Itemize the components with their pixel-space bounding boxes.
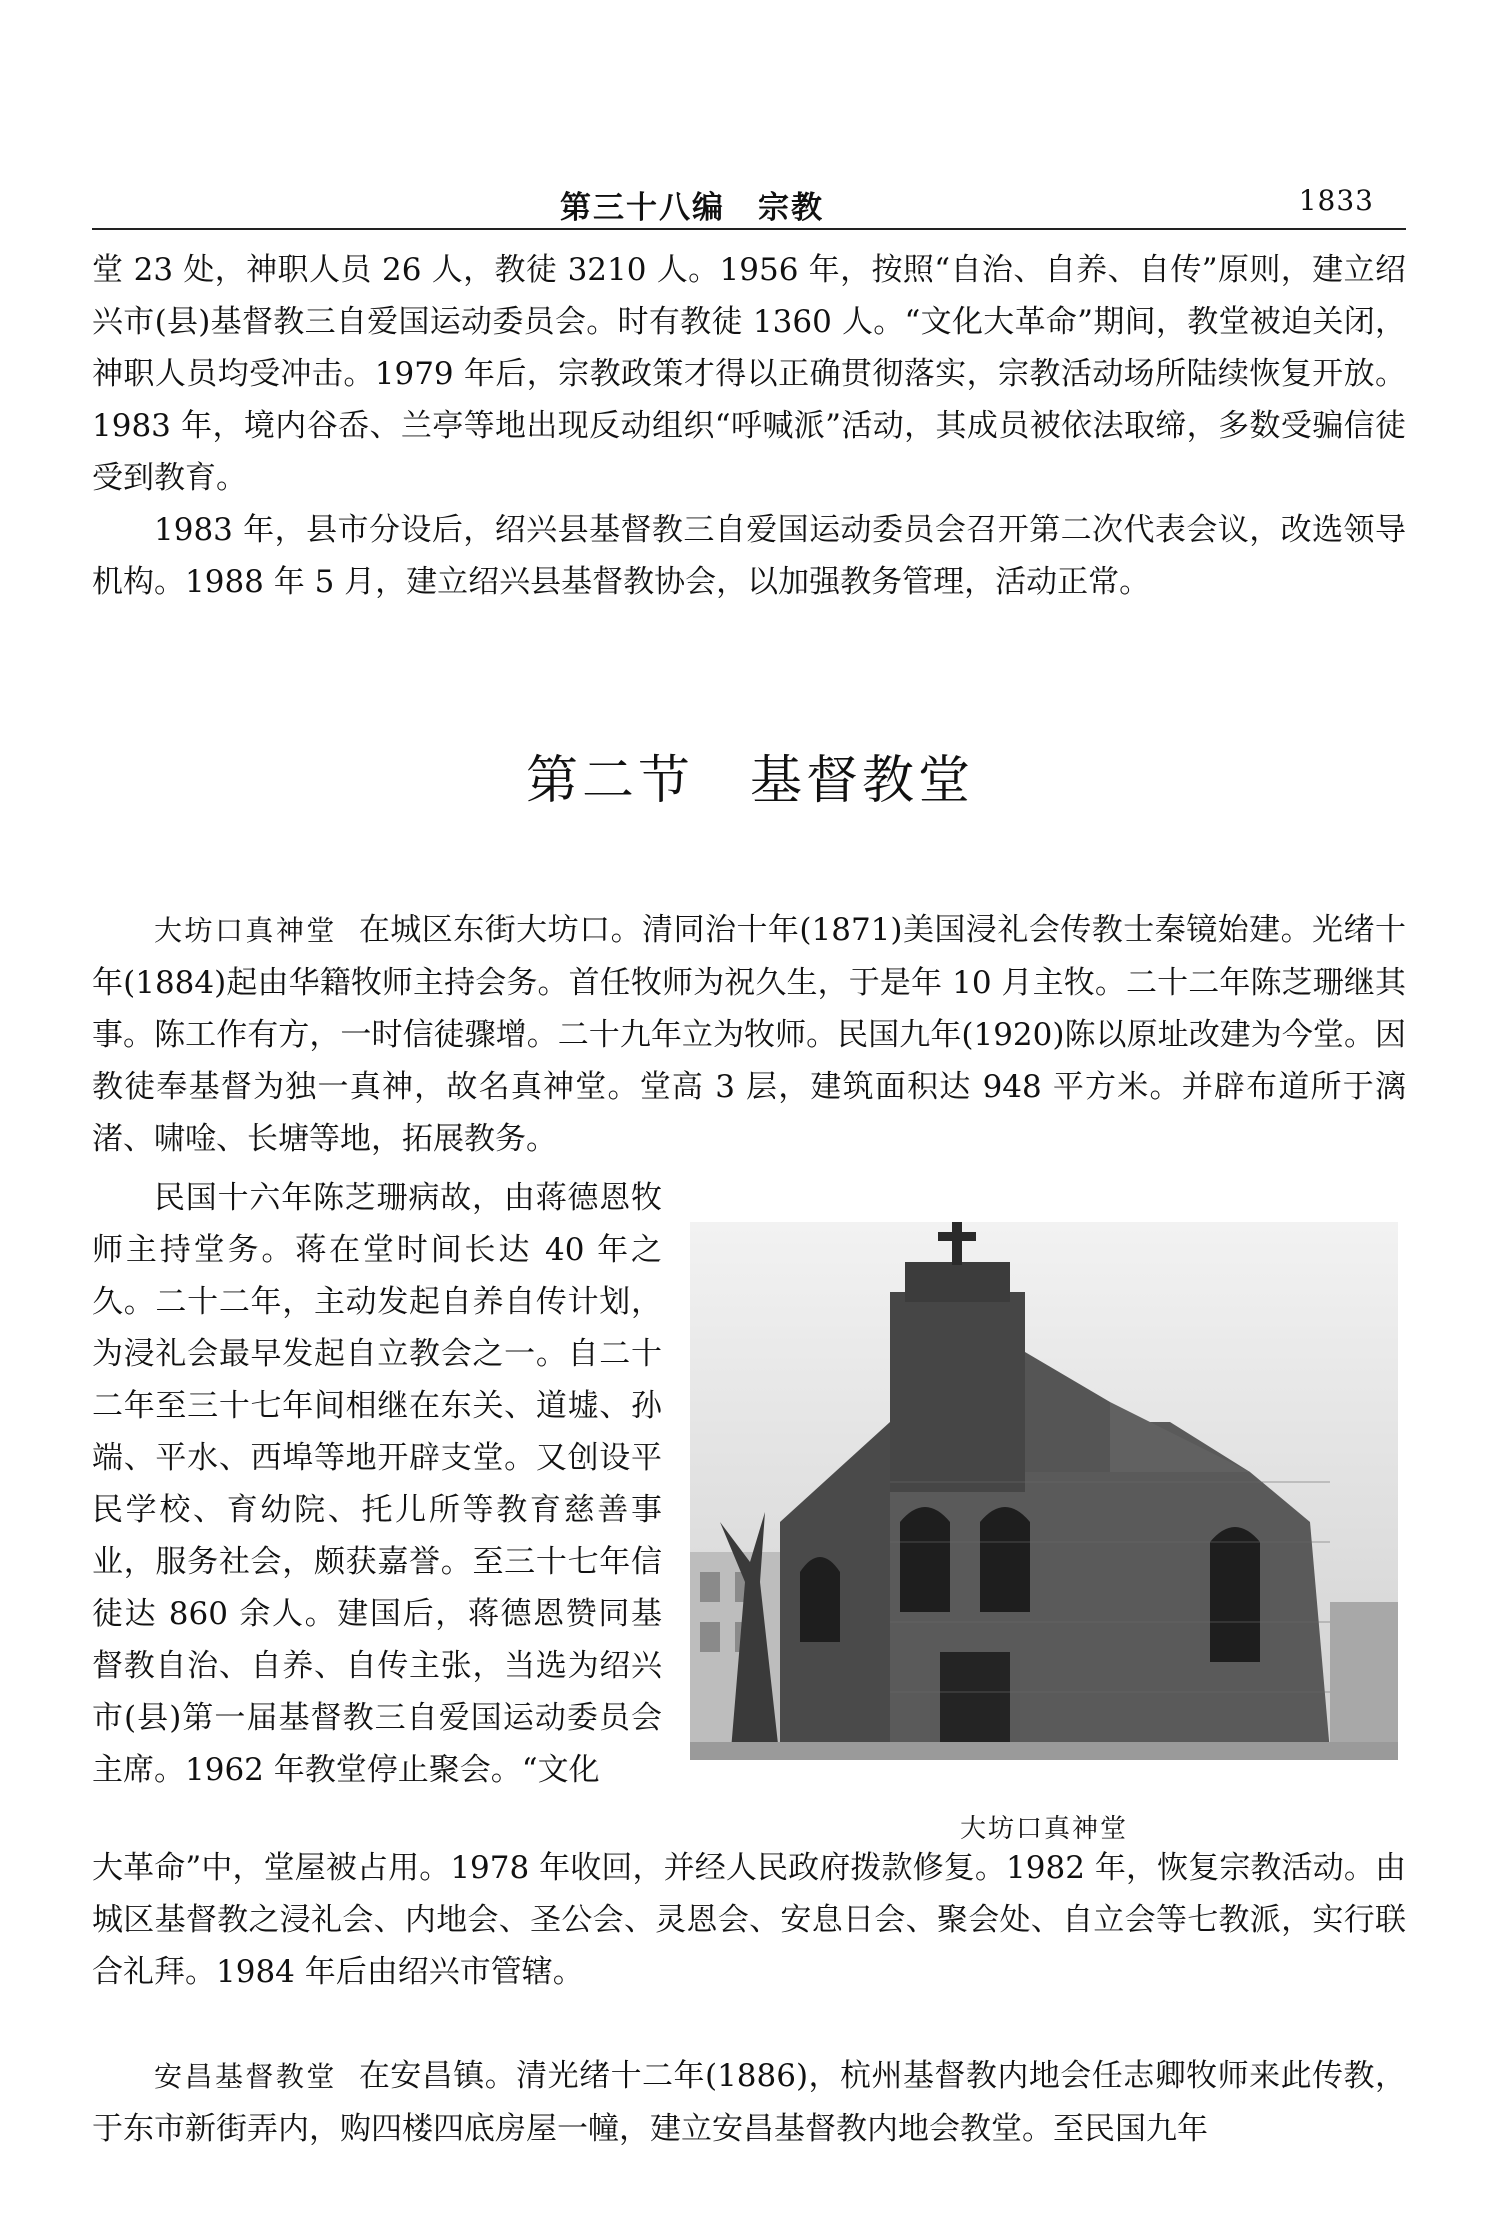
page-number: 1833 [1298, 184, 1374, 217]
entry-name: 大坊口真神堂 [154, 914, 337, 947]
running-header [92, 180, 1406, 228]
entry-text: 在城区东街大坊口。清同治十年(1871)美国浸礼会传教士秦镜始建。光绪十年(1884)起由华籍牧师主持会务。首任牧师为祝久生，于是年 10 月主牧。二十二年陈芝珊继其事。陈工作有方，一时信徒骤增。二十九年立为牧师。民国九年(1920)陈以原址改建为今堂。因教徒奉基督为独一真神，故名真神堂。堂高 3 层，建筑面积达 948 平方米。并辟布道所于漓渚、啸唫、长塘等地，拓展教务。 [92, 912, 1406, 1157]
photo-caption: 大坊口真神堂 [959, 1814, 1128, 1844]
wrapped-paragraph-rest: 大革命”中，堂屋被占用。1978 年收回，并经人民政府拨款修复。1982 年，恢复宗教活动。由城区基督教之浸礼会、内地会、圣公会、灵恩会、安息日会、聚会处、自立会等七教派，实行联合礼拜。1984 年后由绍兴市管辖。 [92, 1850, 1406, 1990]
body-paragraph-1: 堂 23 处，神职人员 26 人，教徒 3210 人。1956 年，按照“自治、自养、自传”原则，建立绍兴市(县)基督教三自爱国运动委员会。时有教徒 1360 人。“文化大革命”期间，教堂被迫关闭，神职人员均受冲击。1979 年后，宗教政策才得以正确贯彻落实，宗教活动场所陆续恢复开放。1983 年，境内谷岙、兰亭等地出现反动组织“呼喊派”活动，其成员被依法取缔，多数受骗信徒受到教育。 [92, 252, 1406, 496]
entry-dafangkou [92, 904, 1406, 1165]
entry-name: 安昌基督教堂 [154, 2060, 337, 2093]
church-photo [690, 1222, 1398, 1760]
wrapped-paragraph-column: 民国十六年陈芝珊病故，由蒋德恩牧师主持堂务。蒋在堂时间长达 40 年之久。二十二年，主动发起自养自传计划，为浸礼会最早发起自立教会之一。自二十二年至三十七年间相继在东关、道墟、孙端、平水、西埠等地开辟支堂。又创设平民学校、育幼院、托儿所等教育慈善事业，服务社会，颇获嘉誉。至三十七年信徒达 860 余人。建国后，蒋德恩赞同基督教自治、自养、自传主张，当选为绍兴市(县)第一届基督教三自爱国运动委员会主席。1962 年教堂停止聚会。“文化 [92, 1180, 662, 1788]
header-title: 第三十八编 宗教 [560, 190, 824, 226]
section-title: 第二节 基督教堂 [525, 751, 974, 811]
body-paragraph-2: 1983 年，县市分设后，绍兴县基督教三自爱国运动委员会召开第二次代表会议，改选领导机构。1988 年 5 月，建立绍兴县基督教协会，以加强教务管理，活动正常。 [92, 512, 1406, 600]
header-rule [92, 228, 1406, 230]
entry-text: 在安昌镇。清光绪十二年(1886)，杭州基督教内地会任志卿牧师来此传教，于东市新街弄内，购四楼四底房屋一幢，建立安昌基督教内地会教堂。至民国九年 [92, 2058, 1406, 2147]
church-photo-icon [690, 1222, 1398, 1760]
entry-anchang [92, 2050, 1406, 2155]
